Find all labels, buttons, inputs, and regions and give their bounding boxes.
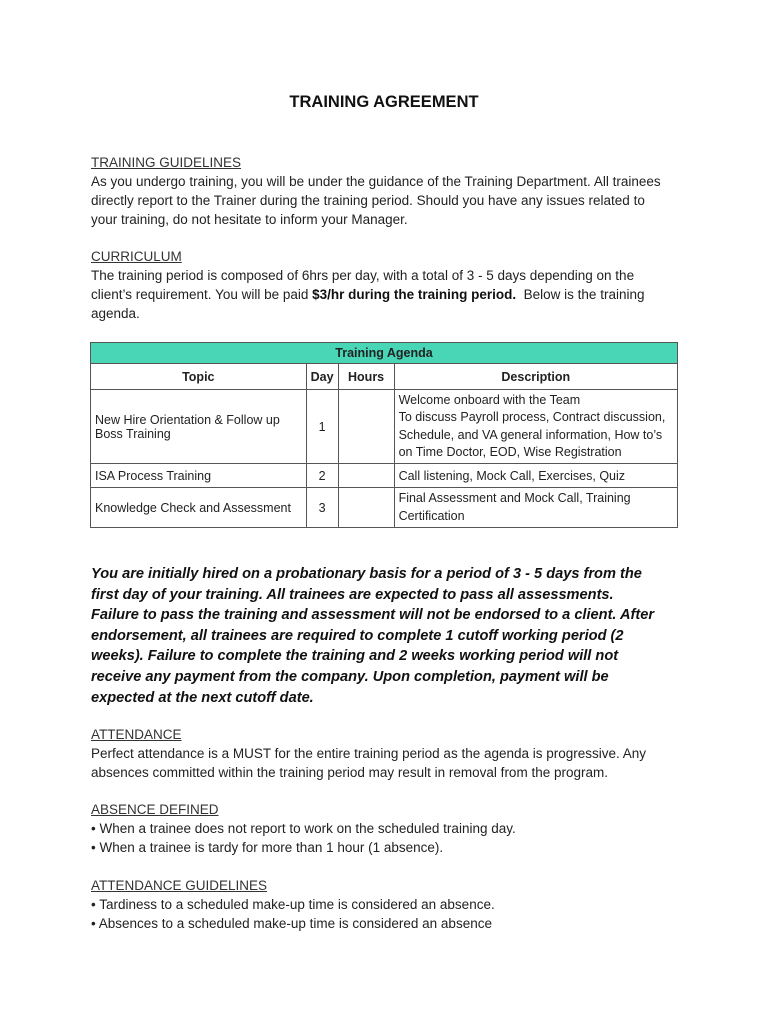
probation-line-3: Failure to pass the training and assessment will not be endorsed to a client. After — [91, 607, 655, 624]
document-title: TRAINING AGREEMENT — [289, 93, 479, 111]
curriculum-line-2-tail: Below is the training — [516, 287, 645, 302]
description-line: Welcome onboard with the Team — [398, 392, 581, 407]
table-cell-hours — [338, 390, 394, 464]
curriculum-heading: CURRICULUM — [91, 249, 182, 264]
table-cell-topic: ISA Process Training — [91, 464, 307, 488]
description-line: on Time Doctor, EOD, Wise Registration — [398, 445, 622, 459]
table-header-row — [91, 364, 678, 390]
attendance-section — [91, 725, 691, 782]
probation-line-6: receive any payment from the company. Upon completion, payment will be — [91, 668, 609, 685]
topic-line: Boss Training — [95, 426, 171, 441]
table-caption: Training Agenda — [91, 343, 678, 364]
table-row — [91, 488, 678, 528]
training-guidelines-section — [91, 153, 691, 229]
attendance-line-2: absences committed within the training period may result in removal from the program. — [91, 765, 608, 780]
attendance-guideline-bullet-1: • Tardiness to a scheduled make-up time is considered an absence. — [91, 897, 495, 912]
table-caption-row — [91, 343, 678, 364]
curriculum-line-2-text: client’s requirement. You will be paid — [91, 287, 313, 302]
probation-line-1: You are initially hired on a probationary basis for a period of 3 - 5 days from the — [91, 566, 642, 582]
attendance-line-1: Perfect attendance is a MUST for the entire training period as the agenda is progressive. Any — [91, 746, 647, 761]
probation-notice — [91, 564, 691, 708]
attendance-heading: ATTENDANCE — [91, 727, 182, 742]
probation-line-7: expected at the next cutoff date. — [91, 689, 314, 706]
description-line: Schedule, and VA general information, How to’s — [398, 427, 663, 442]
table-cell-description — [394, 488, 677, 528]
topic-line: New Hire Orientation & Follow up — [95, 412, 280, 427]
column-header-day: Day — [306, 364, 338, 390]
guidelines-line-2: directly report to the Trainer during the training period. Should you have any issues related to — [91, 193, 645, 208]
absence-bullet-2: • When a trainee is tardy for more than 1 hour (1 absence). — [91, 840, 444, 855]
probation-line-4: endorsement, all trainees are required to complete 1 cutoff working period (2 — [91, 627, 624, 644]
table-cell-topic — [91, 390, 307, 464]
training-guidelines-heading: TRAINING GUIDELINES — [91, 155, 242, 170]
table-cell-day: 2 — [306, 464, 338, 488]
description-line: Certification — [398, 508, 465, 523]
guidelines-line-3: your training, do not hesitate to inform your Manager. — [91, 212, 408, 227]
table-cell-day: 3 — [306, 488, 338, 528]
probation-line-2: first day of your training. All trainees are expected to pass all assessments. — [91, 586, 614, 603]
probation-line-5: weeks). Failure to complete the training and 2 weeks working period will not — [91, 648, 619, 665]
column-header-topic: Topic — [91, 364, 307, 390]
table-row — [91, 464, 678, 488]
curriculum-line-3: agenda. — [91, 306, 140, 321]
table-cell-description — [394, 390, 677, 464]
description-line: To discuss Payroll process, Contract discussion, — [398, 410, 666, 424]
table-cell-description: Call listening, Mock Call, Exercises, Quiz — [394, 464, 677, 488]
curriculum-section — [91, 247, 691, 323]
curriculum-line-2 — [91, 285, 691, 304]
training-agenda-table — [90, 342, 678, 528]
table-cell-hours — [338, 488, 394, 528]
column-header-hours: Hours — [338, 364, 394, 390]
attendance-guidelines-section — [91, 876, 691, 933]
table-cell-hours — [338, 464, 394, 488]
column-header-description: Description — [394, 364, 677, 390]
attendance-guideline-bullet-2: • Absences to a scheduled make-up time is considered an absence — [91, 916, 492, 931]
table-row — [91, 390, 678, 464]
table-cell-topic: Knowledge Check and Assessment — [91, 488, 307, 528]
absence-defined-heading: ABSENCE DEFINED — [91, 802, 219, 817]
description-line: Final Assessment and Mock Call, Training — [398, 491, 631, 505]
guidelines-line-1: As you undergo training, you will be under the guidance of the Training Department. All trainees — [91, 174, 661, 189]
attendance-guidelines-heading: ATTENDANCE GUIDELINES — [91, 878, 268, 893]
absence-bullet-1: • When a trainee does not report to work on the scheduled training day. — [91, 821, 516, 836]
table-cell-day: 1 — [306, 390, 338, 464]
curriculum-line-1: The training period is composed of 6hrs per day, with a total of 3 - 5 days depending on the — [91, 268, 635, 283]
curriculum-pay-rate: $3/hr during the training period. — [312, 287, 517, 302]
absence-defined-section — [91, 800, 691, 857]
